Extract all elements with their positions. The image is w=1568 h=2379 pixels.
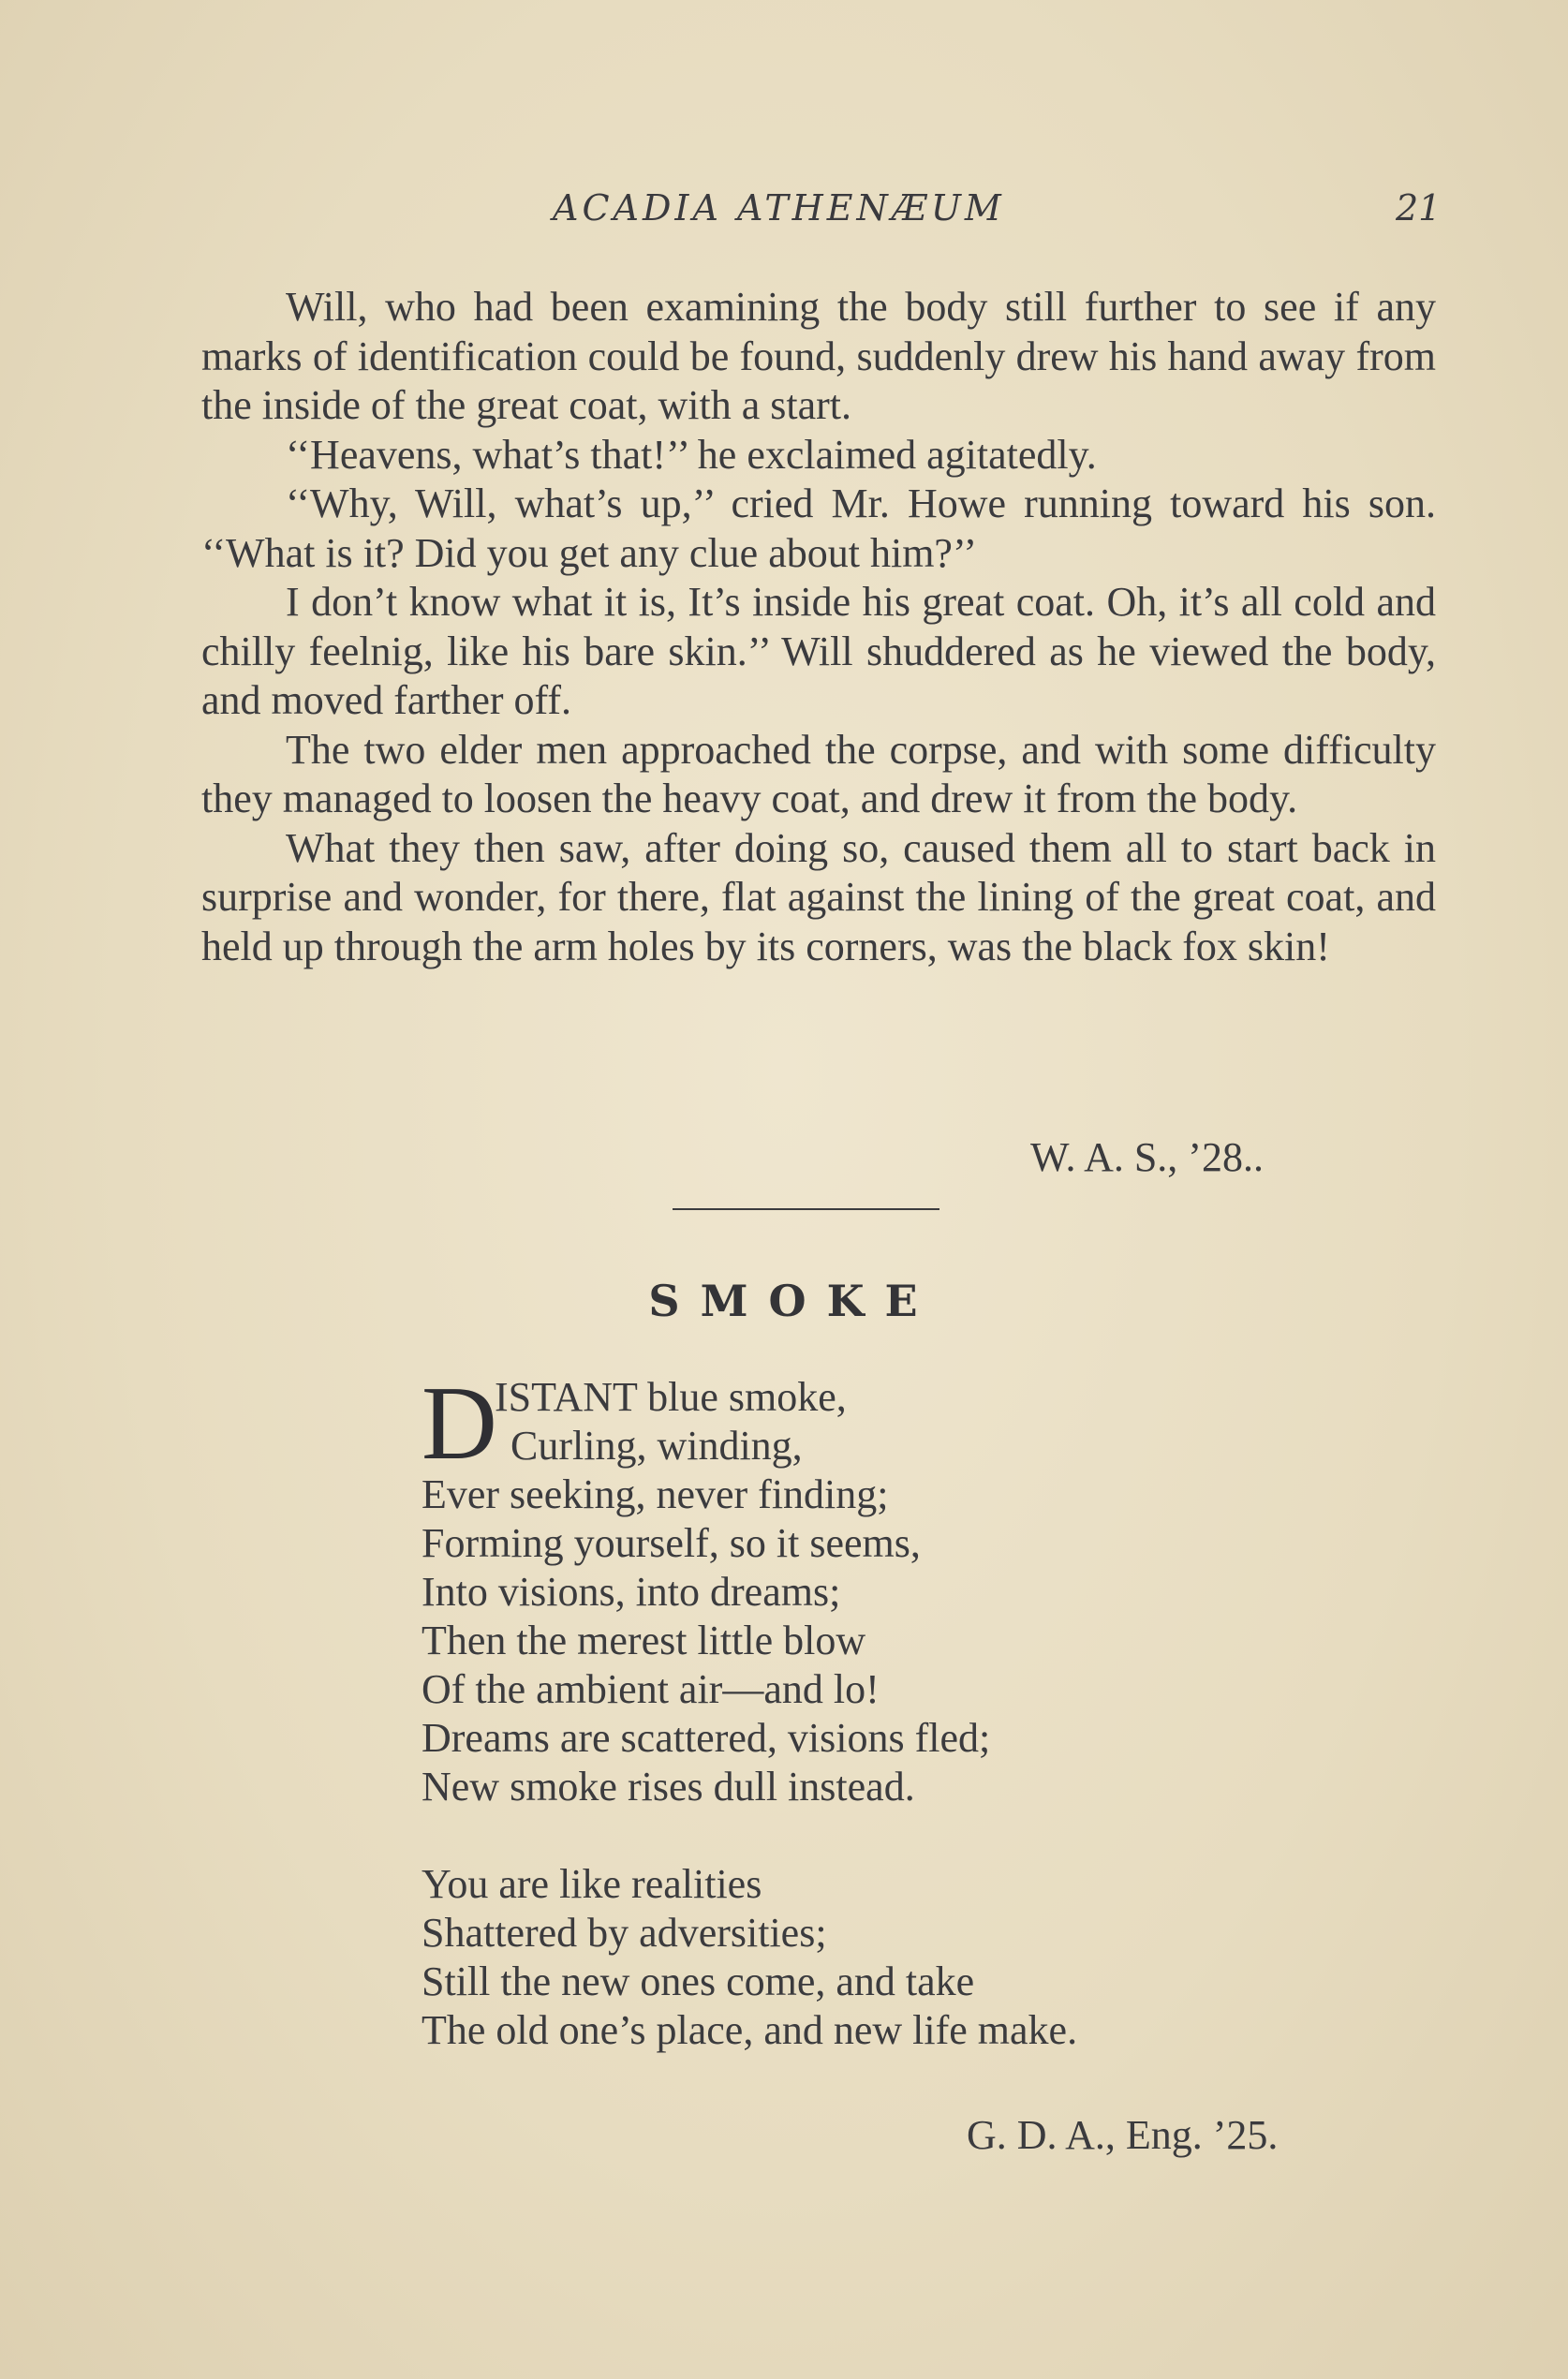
- section-divider: [673, 1208, 939, 1210]
- story-paragraph: Will, who had been examining the body still further to see if any marks of identification could be found, suddenly drew his hand away from the inside of the great coat, with a start.: [201, 284, 1436, 428]
- poem-line: ISTANT blue smoke,: [495, 1374, 847, 1420]
- poem-body: [422, 1366, 1358, 2055]
- poem-line: Forming yourself, so it seems,: [422, 1520, 921, 1566]
- story-paragraph: ‘‘Heavens, what’s that!’’ he exclaimed agitatedly.: [286, 431, 1097, 478]
- poem-line: Into visions, into dreams;: [422, 1569, 841, 1615]
- page-number: 21: [1396, 187, 1442, 229]
- poem-line: Ever seeking, never finding;: [422, 1471, 889, 1517]
- poem-line: Then the merest little blow: [422, 1618, 866, 1663]
- stanza-break: [422, 1811, 1358, 1860]
- story-paragraph: ‘‘Why, Will, what’s up,’’ cried Mr. Howe running toward his son. ‘‘What is it? Did you get any clue about him?’’: [201, 480, 1436, 576]
- poem-line: The old one’s place, and new life make.: [422, 2007, 1078, 2053]
- poem-line: Still the new ones come, and take: [422, 1958, 975, 2004]
- poem-line: New smoke rises dull instead.: [422, 1764, 915, 1810]
- running-title: ACADIA ATHENÆUM: [553, 187, 1005, 229]
- story-paragraph: I don’t know what it is, It’s inside his great coat. Oh, it’s all cold and chilly feelnig, like his bare skin.’’ Will shuddered as he viewed the body, and moved farther off.: [201, 579, 1436, 723]
- poem-line: Curling, winding,: [510, 1423, 803, 1469]
- poem-signature: G. D. A., Eng. ’25.: [967, 2112, 1279, 2158]
- poem-line: Dreams are scattered, visions fled;: [422, 1715, 991, 1761]
- poem-line: You are like realities: [422, 1861, 762, 1907]
- story-paragraph: The two elder men approached the corpse, and with some difficulty they managed to loosen the heavy coat, and drew it from the body.: [201, 726, 1436, 821]
- drop-cap: D: [422, 1366, 497, 1482]
- story-paragraph: What they then saw, after doing so, caused them all to start back in surprise and wonder, for there, flat against the lining of the great coat, and held up through the arm holes by its corners, was the black fox skin!: [201, 824, 1436, 969]
- poem-title: SMOKE: [648, 1276, 939, 1326]
- story-text: [201, 283, 1436, 971]
- poem-line: Shattered by adversities;: [422, 1910, 827, 1956]
- story-signature: W. A. S., ’28..: [1030, 1134, 1264, 1180]
- poem-line: Of the ambient air—and lo!: [422, 1666, 880, 1712]
